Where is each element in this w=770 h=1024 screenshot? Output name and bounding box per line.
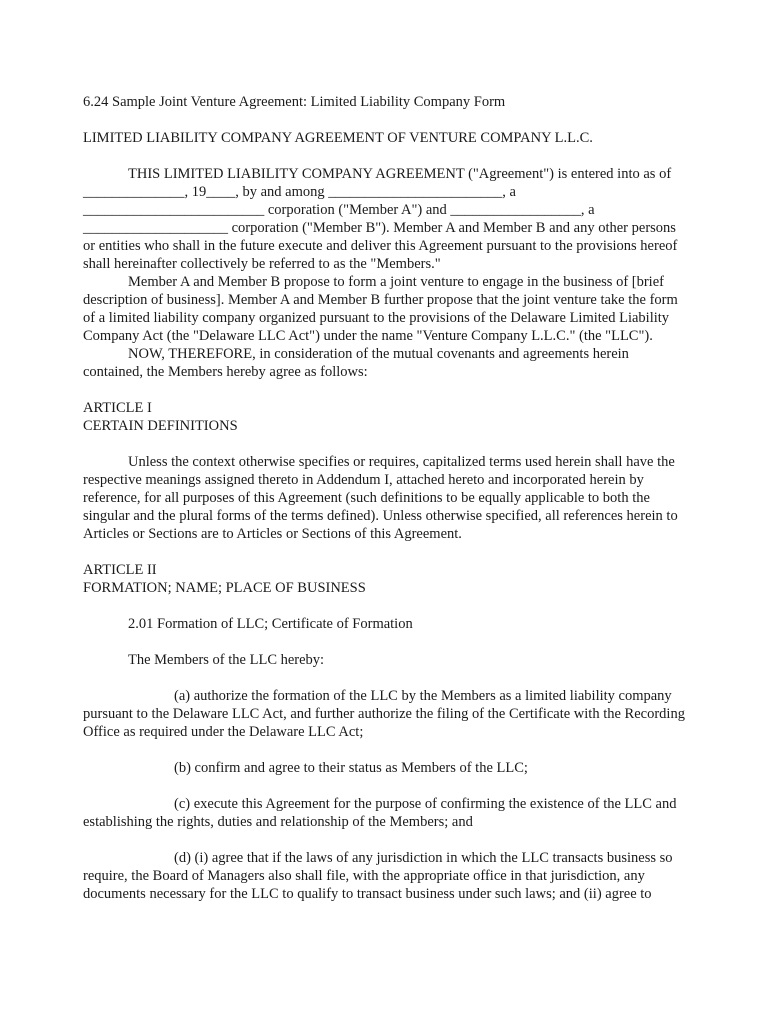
members-hereby: The Members of the LLC hereby: bbox=[128, 652, 325, 668]
therefore-paragraph: NOW, THEREFORE, in consideration of the mutual covenants and agreements herein contained, the Members hereby agree as follows: bbox=[83, 346, 629, 380]
article-1-title: CERTAIN DEFINITIONS bbox=[83, 418, 238, 434]
article-1-body: Unless the context otherwise specifies or requires, capitalized terms used herein shall have the respective meanings assigned thereto in Addendum I, attached hereto and incorporated herein by reference, for all purposes of this Agreement (such definitions to be equally applicable to both the singular and the plural forms of the terms defined). Unless otherwise specified, all references herein to Articles or Sections are to Articles or Sections of this Agreement. bbox=[83, 454, 678, 542]
agreement-heading: LIMITED LIABILITY COMPANY AGREEMENT OF VENTURE COMPANY L.L.C. bbox=[83, 130, 593, 146]
purpose-paragraph: Member A and Member B propose to form a joint venture to engage in the business of [brief description of business]. Member A and Member B further propose that the joint venture take the form of a limited liability company organized pursuant to the provisions of the Delaware Limited Liability Company Act (the "Delaware LLC Act") under the name "Venture Company L.L.C." (the "LLC"). bbox=[83, 274, 678, 344]
list-item-d: (d) (i) agree that if the laws of any jurisdiction in which the LLC transacts business so require, the Board of Managers also shall file, with the appropriate office in that jurisdiction, any documents necessary for the LLC to qualify to transact business under such laws; and (ii) agree to bbox=[83, 850, 673, 902]
article-1-number: ARTICLE I bbox=[83, 400, 152, 416]
section-2-01-heading: 2.01 Formation of LLC; Certificate of Formation bbox=[128, 616, 413, 632]
intro-paragraph: THIS LIMITED LIABILITY COMPANY AGREEMENT ("Agreement") is entered into as of ______________, 19____, by and among ________________________, a _________________________ corporation ("Member A") and __________________, a ____________________ corporation ("Member B"). Member A and Member B and any other persons or entities who shall in the future execute and deliver this Agreement pursuant to the provisions hereof shall hereinafter collectively be referred to as the "Members." bbox=[83, 166, 678, 272]
article-2-title: FORMATION; NAME; PLACE OF BUSINESS bbox=[83, 580, 366, 596]
list-item-c: (c) execute this Agreement for the purpose of confirming the existence of the LLC and establishing the rights, duties and relationship of the Members; and bbox=[83, 796, 677, 830]
list-item-b: (b) confirm and agree to their status as Members of the LLC; bbox=[174, 760, 528, 776]
list-item-a: (a) authorize the formation of the LLC by the Members as a limited liability company pursuant to the Delaware LLC Act, and further authorize the filing of the Certificate with the Recording Office as required under the Delaware LLC Act; bbox=[83, 688, 685, 740]
document-page bbox=[83, 93, 689, 903]
article-2-number: ARTICLE II bbox=[83, 562, 157, 578]
document-title: 6.24 Sample Joint Venture Agreement: Limited Liability Company Form bbox=[83, 94, 506, 110]
